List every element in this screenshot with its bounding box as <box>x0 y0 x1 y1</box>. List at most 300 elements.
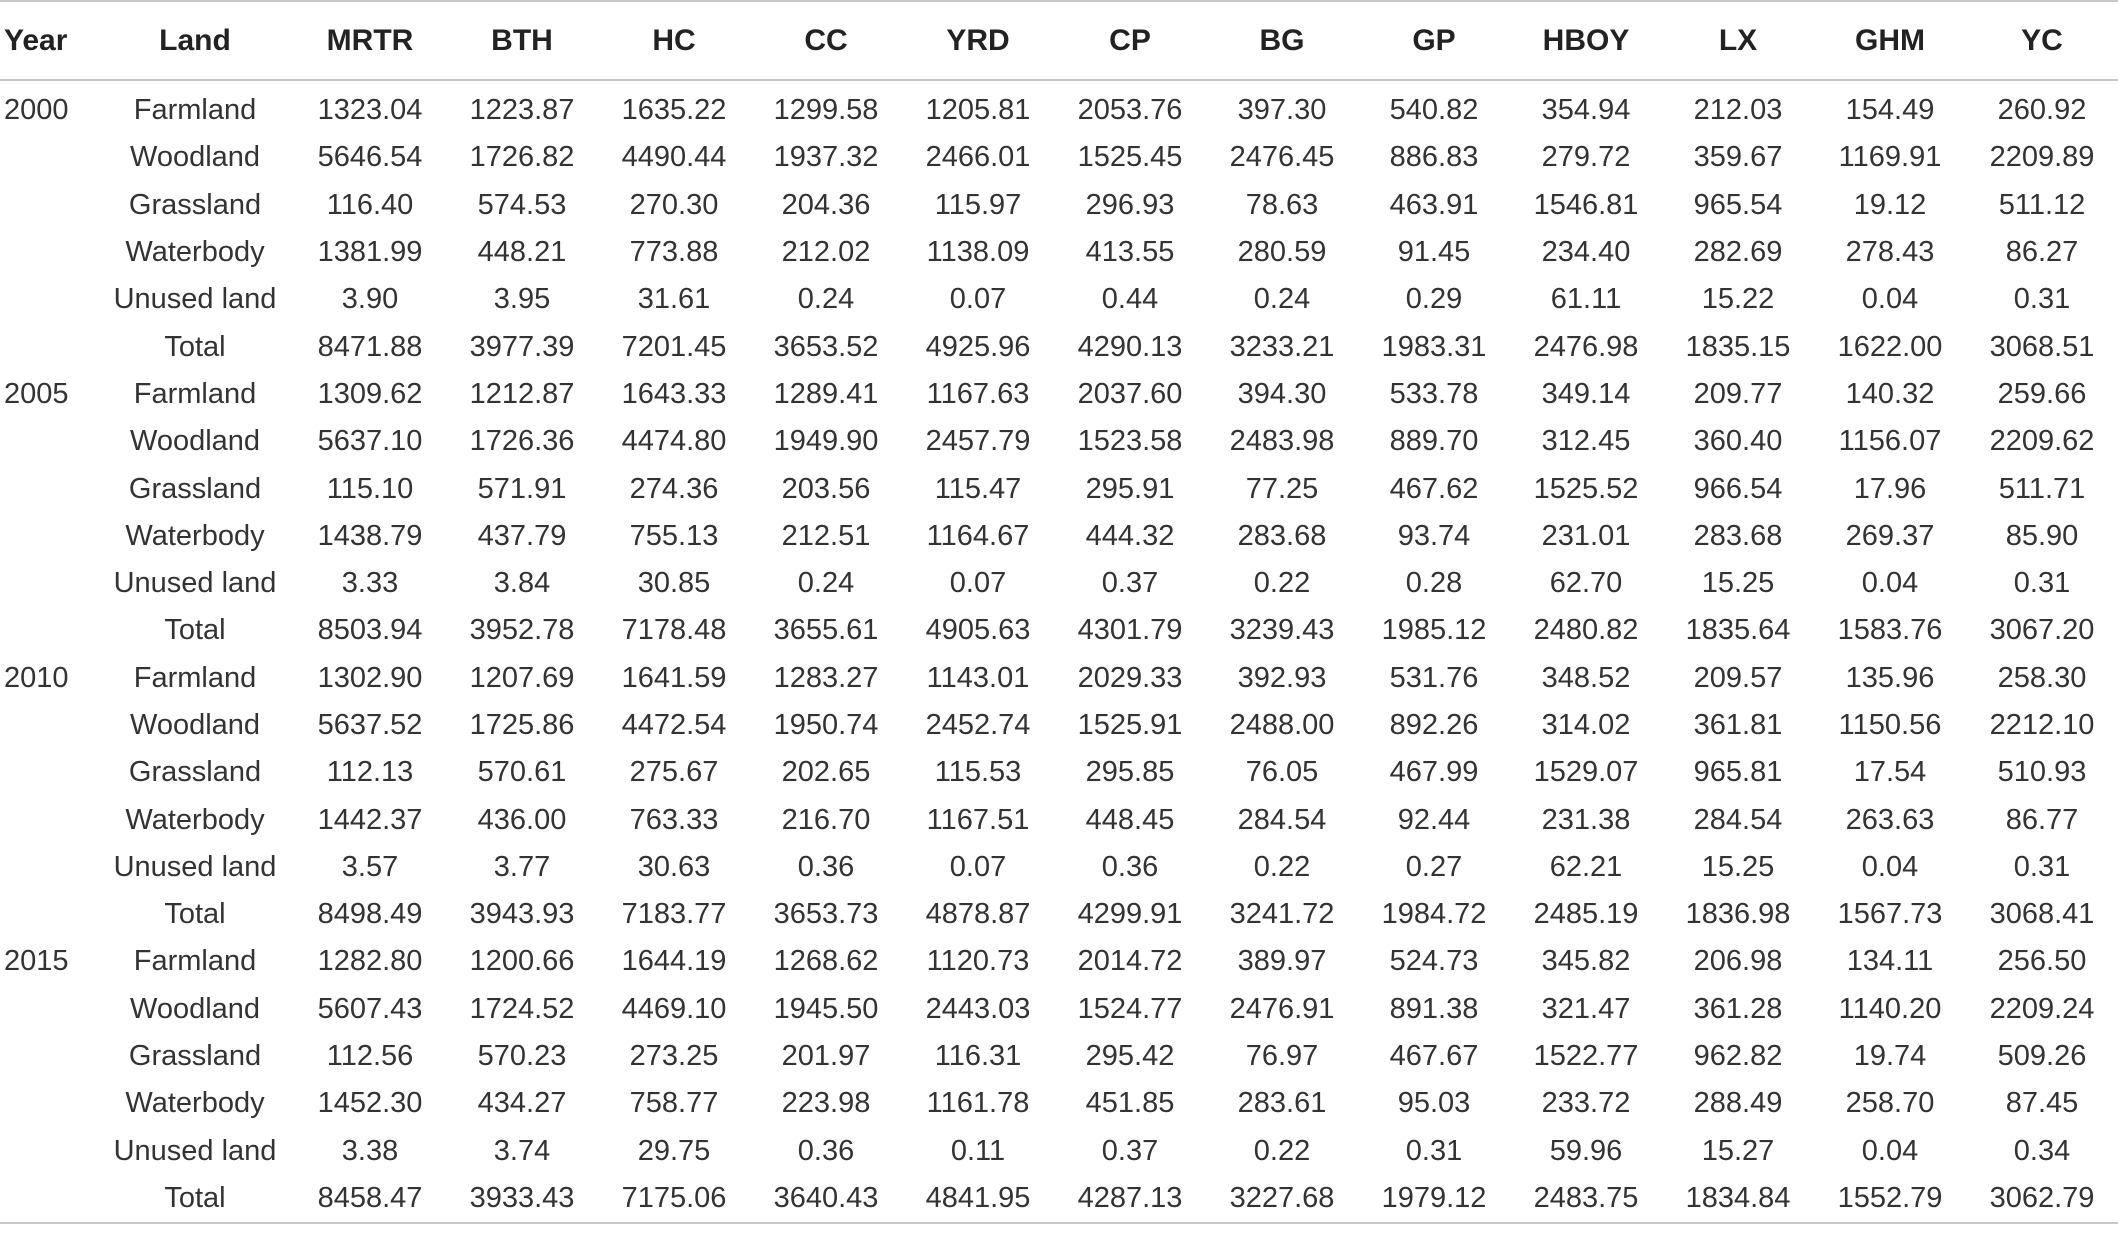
value-cell: 234.40 <box>1541 236 1631 269</box>
value-cell: 1937.32 <box>773 141 879 174</box>
year-cell <box>0 182 96 229</box>
value-cell: 283.68 <box>1693 519 1783 552</box>
value-cell: 1205.81 <box>925 94 1031 127</box>
value-cell: 283.61 <box>1237 1087 1327 1120</box>
value-cell: 1156.07 <box>1838 425 1942 458</box>
value-cell: 3.33 <box>341 567 399 600</box>
value-cell: 3227.68 <box>1206 1175 1358 1223</box>
value-cell: 1200.66 <box>469 945 575 978</box>
column-header-hc: HC <box>598 1 750 80</box>
column-header-lx: LX <box>1662 1 1814 80</box>
value-cell: 61.11 <box>1550 283 1622 316</box>
value-cell: 467.99 <box>1389 756 1479 789</box>
year-cell <box>0 749 96 796</box>
value-cell: 0.28 <box>1405 567 1463 600</box>
value-cell: 3943.93 <box>469 898 575 931</box>
value-cell: 4925.96 <box>925 330 1031 363</box>
value-cell: 212.02 <box>781 236 871 269</box>
value-cell: 3.84 <box>493 567 551 600</box>
year-cell <box>0 276 96 323</box>
value-cell: 892.26 <box>1389 709 1479 741</box>
value-cell: 1725.86 <box>469 709 575 741</box>
value-cell: 2209.62 <box>1989 425 2095 458</box>
value-cell: 17.96 <box>1853 472 1927 505</box>
land-type-cell: Farmland <box>133 945 257 978</box>
value-cell: 1641.59 <box>621 661 727 694</box>
value-cell: 1985.12 <box>1381 614 1487 647</box>
land-type-cell: Total <box>96 1175 294 1223</box>
value-cell: 444.32 <box>1085 519 1175 552</box>
year-cell: 2000 <box>4 94 69 127</box>
value-cell: 773.88 <box>629 236 719 269</box>
value-cell: 0.07 <box>949 567 1007 600</box>
value-cell: 1979.12 <box>1358 1175 1510 1223</box>
table-row <box>0 1080 2118 1127</box>
value-cell: 510.93 <box>1997 756 2087 789</box>
value-cell: 134.11 <box>1846 945 1934 978</box>
value-cell: 3655.61 <box>773 614 879 647</box>
value-cell: 2476.45 <box>1229 141 1335 174</box>
value-cell: 15.25 <box>1701 567 1775 600</box>
table-row <box>0 134 2118 181</box>
value-cell: 889.70 <box>1389 425 1479 458</box>
value-cell: 4472.54 <box>621 709 727 741</box>
value-cell: 570.23 <box>477 1040 567 1073</box>
value-cell: 0.29 <box>1405 283 1463 316</box>
value-cell: 62.21 <box>1549 850 1623 883</box>
value-cell: 966.54 <box>1693 472 1783 505</box>
value-cell: 1120.73 <box>926 945 1030 978</box>
value-cell: 216.70 <box>781 803 871 836</box>
value-cell: 1442.37 <box>317 803 423 836</box>
value-cell: 296.93 <box>1085 188 1175 221</box>
value-cell: 570.61 <box>477 756 567 789</box>
value-cell: 1950.74 <box>773 709 879 741</box>
year-cell <box>0 134 96 181</box>
year-cell <box>0 844 96 891</box>
value-cell: 274.36 <box>629 472 719 505</box>
value-cell: 295.85 <box>1085 756 1175 789</box>
value-cell: 511.71 <box>1998 472 2086 505</box>
value-cell: 8503.94 <box>317 614 423 647</box>
value-cell: 258.30 <box>1997 661 2087 694</box>
value-cell: 4905.63 <box>925 614 1031 647</box>
column-header-ghm: GHM <box>1814 1 1966 80</box>
value-cell: 77.25 <box>1245 472 1319 505</box>
value-cell: 15.22 <box>1701 283 1775 316</box>
value-cell: 394.30 <box>1237 377 1327 410</box>
land-type-cell: Waterbody <box>125 236 265 269</box>
value-cell: 3.74 <box>493 1134 551 1167</box>
value-cell: 312.45 <box>1541 425 1631 458</box>
value-cell: 361.81 <box>1693 709 1783 741</box>
value-cell: 258.70 <box>1845 1087 1935 1120</box>
land-type-cell: Grassland <box>128 1040 262 1073</box>
value-cell: 511.12 <box>1998 188 2086 221</box>
value-cell: 4490.44 <box>621 141 727 174</box>
value-cell: 115.47 <box>934 472 1022 505</box>
value-cell: 0.07 <box>949 283 1007 316</box>
value-cell: 8458.47 <box>294 1175 446 1223</box>
value-cell: 86.27 <box>2005 236 2079 269</box>
value-cell: 0.36 <box>1101 850 1159 883</box>
year-cell <box>0 1128 96 1175</box>
value-cell: 202.65 <box>781 756 871 789</box>
value-cell: 763.33 <box>629 803 719 836</box>
value-cell: 0.36 <box>797 850 855 883</box>
value-cell: 1302.90 <box>317 661 423 694</box>
land-type-cell: Grassland <box>128 756 262 789</box>
table-row <box>0 844 2118 891</box>
value-cell: 1523.58 <box>1077 425 1183 458</box>
value-cell: 5646.54 <box>317 141 423 174</box>
value-cell: 19.12 <box>1853 188 1927 221</box>
value-cell: 2488.00 <box>1229 709 1335 741</box>
value-cell: 965.54 <box>1693 188 1783 221</box>
table-row <box>0 607 2118 654</box>
year-cell <box>0 891 96 938</box>
value-cell: 886.83 <box>1389 141 1479 174</box>
value-cell: 1644.19 <box>621 945 727 978</box>
value-cell: 95.03 <box>1397 1087 1471 1120</box>
value-cell: 1524.77 <box>1077 992 1183 1025</box>
value-cell: 448.45 <box>1085 803 1175 836</box>
value-cell: 891.38 <box>1389 992 1479 1025</box>
value-cell: 1724.52 <box>469 992 575 1025</box>
land-type-cell: Farmland <box>133 377 257 410</box>
value-cell: 0.31 <box>2013 283 2071 316</box>
value-cell: 2476.91 <box>1229 992 1335 1025</box>
value-cell: 259.66 <box>1997 377 2087 410</box>
value-cell: 2053.76 <box>1077 94 1183 127</box>
value-cell: 1726.36 <box>469 425 575 458</box>
table-header <box>0 1 2118 80</box>
value-cell: 0.36 <box>797 1134 855 1167</box>
value-cell: 1212.87 <box>469 377 575 410</box>
table-row <box>0 80 2118 134</box>
value-cell: 1949.90 <box>773 425 879 458</box>
land-type-cell: Farmland <box>133 94 257 127</box>
value-cell: 314.02 <box>1541 709 1631 741</box>
value-cell: 7178.48 <box>621 614 727 647</box>
value-cell: 279.72 <box>1541 141 1631 174</box>
value-cell: 2485.19 <box>1533 898 1639 931</box>
land-type-cell: Waterbody <box>125 803 265 836</box>
value-cell: 288.49 <box>1693 1087 1783 1120</box>
value-cell: 1552.79 <box>1814 1175 1966 1223</box>
table-row <box>0 702 2118 749</box>
value-cell: 283.68 <box>1237 519 1327 552</box>
value-cell: 203.56 <box>781 472 871 505</box>
value-cell: 4301.79 <box>1077 614 1183 647</box>
table-row <box>0 371 2118 418</box>
value-cell: 154.49 <box>1845 94 1935 127</box>
value-cell: 1525.52 <box>1533 472 1639 505</box>
value-cell: 1567.73 <box>1837 898 1943 931</box>
table-row <box>0 1033 2118 1080</box>
value-cell: 92.44 <box>1397 803 1471 836</box>
value-cell: 3653.73 <box>773 898 879 931</box>
value-cell: 0.24 <box>1253 283 1311 316</box>
value-cell: 574.53 <box>477 188 567 221</box>
value-cell: 1726.82 <box>469 141 575 174</box>
value-cell: 112.56 <box>326 1040 414 1073</box>
value-cell: 0.34 <box>2013 1134 2071 1167</box>
value-cell: 1984.72 <box>1381 898 1487 931</box>
value-cell: 30.85 <box>637 567 711 600</box>
value-cell: 209.77 <box>1693 377 1783 410</box>
value-cell: 434.27 <box>477 1087 567 1120</box>
table-row <box>0 749 2118 796</box>
value-cell: 467.62 <box>1389 472 1479 505</box>
value-cell: 1525.91 <box>1077 709 1183 741</box>
value-cell: 1161.78 <box>926 1087 1030 1120</box>
land-type-cell: Unused land <box>113 850 277 883</box>
value-cell: 1438.79 <box>317 519 423 552</box>
value-cell: 91.45 <box>1397 236 1471 269</box>
value-cell: 201.97 <box>781 1040 871 1073</box>
value-cell: 1138.09 <box>926 236 1030 269</box>
value-cell: 531.76 <box>1389 661 1479 694</box>
value-cell: 755.13 <box>629 519 719 552</box>
value-cell: 17.54 <box>1853 756 1927 789</box>
value-cell: 0.04 <box>1861 283 1919 316</box>
value-cell: 0.24 <box>797 567 855 600</box>
value-cell: 0.31 <box>1405 1134 1463 1167</box>
header-row <box>0 1 2118 80</box>
value-cell: 1164.67 <box>926 519 1030 552</box>
value-cell: 212.51 <box>781 519 871 552</box>
value-cell: 359.67 <box>1693 141 1783 174</box>
value-cell: 1529.07 <box>1533 756 1639 789</box>
value-cell: 15.27 <box>1701 1134 1775 1167</box>
value-cell: 116.31 <box>934 1040 1022 1073</box>
value-cell: 4290.13 <box>1077 330 1183 363</box>
value-cell: 1836.98 <box>1685 898 1791 931</box>
value-cell: 1525.45 <box>1077 141 1183 174</box>
value-cell: 78.63 <box>1245 188 1319 221</box>
value-cell: 1140.20 <box>1838 992 1942 1025</box>
value-cell: 0.07 <box>949 850 1007 883</box>
value-cell: 1834.84 <box>1662 1175 1814 1223</box>
value-cell: 29.75 <box>637 1134 711 1167</box>
value-cell: 85.90 <box>2005 519 2079 552</box>
column-header-bth: BTH <box>446 1 598 80</box>
value-cell: 2476.98 <box>1533 330 1639 363</box>
table-row <box>0 1128 2118 1175</box>
value-cell: 1167.63 <box>926 377 1030 410</box>
value-cell: 3977.39 <box>469 330 575 363</box>
value-cell: 0.37 <box>1101 567 1159 600</box>
value-cell: 0.22 <box>1253 567 1311 600</box>
value-cell: 1835.64 <box>1685 614 1791 647</box>
value-cell: 360.40 <box>1693 425 1783 458</box>
value-cell: 0.04 <box>1861 850 1919 883</box>
column-header-hboy: HBOY <box>1510 1 1662 80</box>
value-cell: 275.67 <box>629 756 719 789</box>
value-cell: 3233.21 <box>1229 330 1335 363</box>
value-cell: 93.74 <box>1397 519 1471 552</box>
value-cell: 2014.72 <box>1077 945 1183 978</box>
value-cell: 467.67 <box>1389 1040 1479 1073</box>
value-cell: 2466.01 <box>925 141 1031 174</box>
value-cell: 2037.60 <box>1077 377 1183 410</box>
value-cell: 76.05 <box>1245 756 1319 789</box>
column-header-cc: CC <box>750 1 902 80</box>
value-cell: 59.96 <box>1549 1134 1623 1167</box>
value-cell: 3.57 <box>341 850 399 883</box>
value-cell: 3068.41 <box>1989 898 2095 931</box>
value-cell: 8471.88 <box>317 330 423 363</box>
value-cell: 0.27 <box>1405 850 1463 883</box>
table-row <box>0 182 2118 229</box>
value-cell: 3933.43 <box>446 1175 598 1223</box>
land-type-cell: Farmland <box>133 661 257 694</box>
value-cell: 115.10 <box>326 472 414 505</box>
value-cell: 1381.99 <box>317 236 423 269</box>
value-cell: 112.13 <box>326 756 414 789</box>
value-cell: 0.04 <box>1861 1134 1919 1167</box>
value-cell: 263.63 <box>1845 803 1935 836</box>
value-cell: 1223.87 <box>469 94 575 127</box>
value-cell: 19.74 <box>1853 1040 1927 1073</box>
table-row <box>0 465 2118 512</box>
value-cell: 413.55 <box>1085 236 1175 269</box>
land-type-cell: Unused land <box>113 1134 277 1167</box>
value-cell: 3.38 <box>341 1134 399 1167</box>
value-cell: 3.90 <box>341 283 399 316</box>
value-cell: 463.91 <box>1389 188 1479 221</box>
value-cell: 1635.22 <box>621 94 727 127</box>
value-cell: 1983.31 <box>1381 330 1487 363</box>
value-cell: 3653.52 <box>773 330 879 363</box>
column-header-cp: CP <box>1054 1 1206 80</box>
year-cell: 2005 <box>4 377 69 410</box>
value-cell: 295.42 <box>1085 1040 1175 1073</box>
table-row <box>0 655 2118 702</box>
value-cell: 4841.95 <box>902 1175 1054 1223</box>
value-cell: 0.24 <box>797 283 855 316</box>
value-cell: 3062.79 <box>1966 1175 2118 1223</box>
value-cell: 2452.74 <box>925 709 1031 741</box>
table-body <box>0 80 2118 1223</box>
value-cell: 280.59 <box>1237 236 1327 269</box>
value-cell: 1289.41 <box>773 377 879 410</box>
value-cell: 0.31 <box>2013 850 2071 883</box>
value-cell: 31.61 <box>637 283 711 316</box>
value-cell: 8498.49 <box>317 898 423 931</box>
year-cell <box>0 1033 96 1080</box>
value-cell: 0.22 <box>1253 1134 1311 1167</box>
value-cell: 115.97 <box>934 188 1022 221</box>
value-cell: 62.70 <box>1549 567 1623 600</box>
value-cell: 7175.06 <box>598 1175 750 1223</box>
column-header-year: Year <box>0 1 96 80</box>
year-cell <box>0 323 96 370</box>
value-cell: 2483.75 <box>1510 1175 1662 1223</box>
land-type-cell: Total <box>164 614 226 647</box>
value-cell: 1835.15 <box>1685 330 1791 363</box>
value-cell: 140.32 <box>1845 377 1935 410</box>
value-cell: 1452.30 <box>317 1087 423 1120</box>
value-cell: 1945.50 <box>773 992 879 1025</box>
land-type-cell: Woodland <box>129 425 261 458</box>
table-row <box>0 938 2118 985</box>
value-cell: 0.44 <box>1101 283 1159 316</box>
land-type-cell: Waterbody <box>125 1087 265 1120</box>
year-cell <box>0 1080 96 1127</box>
value-cell: 1323.04 <box>317 94 423 127</box>
land-type-cell: Total <box>164 330 226 363</box>
value-cell: 524.73 <box>1389 945 1479 978</box>
column-header-yrd: YRD <box>902 1 1054 80</box>
column-header-gp: GP <box>1358 1 1510 80</box>
value-cell: 15.25 <box>1701 850 1775 883</box>
year-cell <box>0 796 96 843</box>
year-cell <box>0 607 96 654</box>
value-cell: 7183.77 <box>621 898 727 931</box>
table-row <box>0 560 2118 607</box>
value-cell: 256.50 <box>1997 945 2087 978</box>
year-cell <box>0 418 96 465</box>
value-cell: 284.54 <box>1693 803 1783 836</box>
value-cell: 0.22 <box>1253 850 1311 883</box>
value-cell: 231.38 <box>1541 803 1631 836</box>
year-cell <box>0 465 96 512</box>
value-cell: 1268.62 <box>773 945 879 978</box>
value-cell: 0.11 <box>950 1134 1006 1167</box>
value-cell: 3.77 <box>493 850 551 883</box>
value-cell: 965.81 <box>1693 756 1783 789</box>
year-cell <box>0 229 96 276</box>
value-cell: 3068.51 <box>1989 330 2095 363</box>
table-row <box>0 418 2118 465</box>
value-cell: 0.04 <box>1861 567 1919 600</box>
year-cell <box>0 1175 96 1223</box>
value-cell: 284.54 <box>1237 803 1327 836</box>
value-cell: 3.95 <box>493 283 551 316</box>
value-cell: 451.85 <box>1085 1087 1175 1120</box>
column-header-bg: BG <box>1206 1 1358 80</box>
value-cell: 349.14 <box>1541 377 1631 410</box>
value-cell: 5637.52 <box>317 709 423 741</box>
value-cell: 260.92 <box>1997 94 2087 127</box>
table-row <box>0 891 2118 938</box>
value-cell: 231.01 <box>1541 519 1631 552</box>
value-cell: 321.47 <box>1541 992 1631 1025</box>
value-cell: 533.78 <box>1389 377 1479 410</box>
value-cell: 282.69 <box>1693 236 1783 269</box>
value-cell: 0.31 <box>2013 567 2071 600</box>
value-cell: 389.97 <box>1237 945 1327 978</box>
value-cell: 3640.43 <box>750 1175 902 1223</box>
value-cell: 2443.03 <box>925 992 1031 1025</box>
value-cell: 3952.78 <box>469 614 575 647</box>
value-cell: 509.26 <box>1997 1040 2087 1073</box>
value-cell: 2483.98 <box>1229 425 1335 458</box>
table-row <box>0 323 2118 370</box>
table-row <box>0 229 2118 276</box>
table-row <box>0 796 2118 843</box>
value-cell: 1522.77 <box>1533 1040 1639 1073</box>
value-cell: 540.82 <box>1389 94 1479 127</box>
land-type-cell: Woodland <box>129 709 261 741</box>
value-cell: 1622.00 <box>1837 330 1943 363</box>
value-cell: 0.37 <box>1101 1134 1159 1167</box>
value-cell: 76.97 <box>1245 1040 1319 1073</box>
table-row <box>0 276 2118 323</box>
value-cell: 270.30 <box>629 188 719 221</box>
